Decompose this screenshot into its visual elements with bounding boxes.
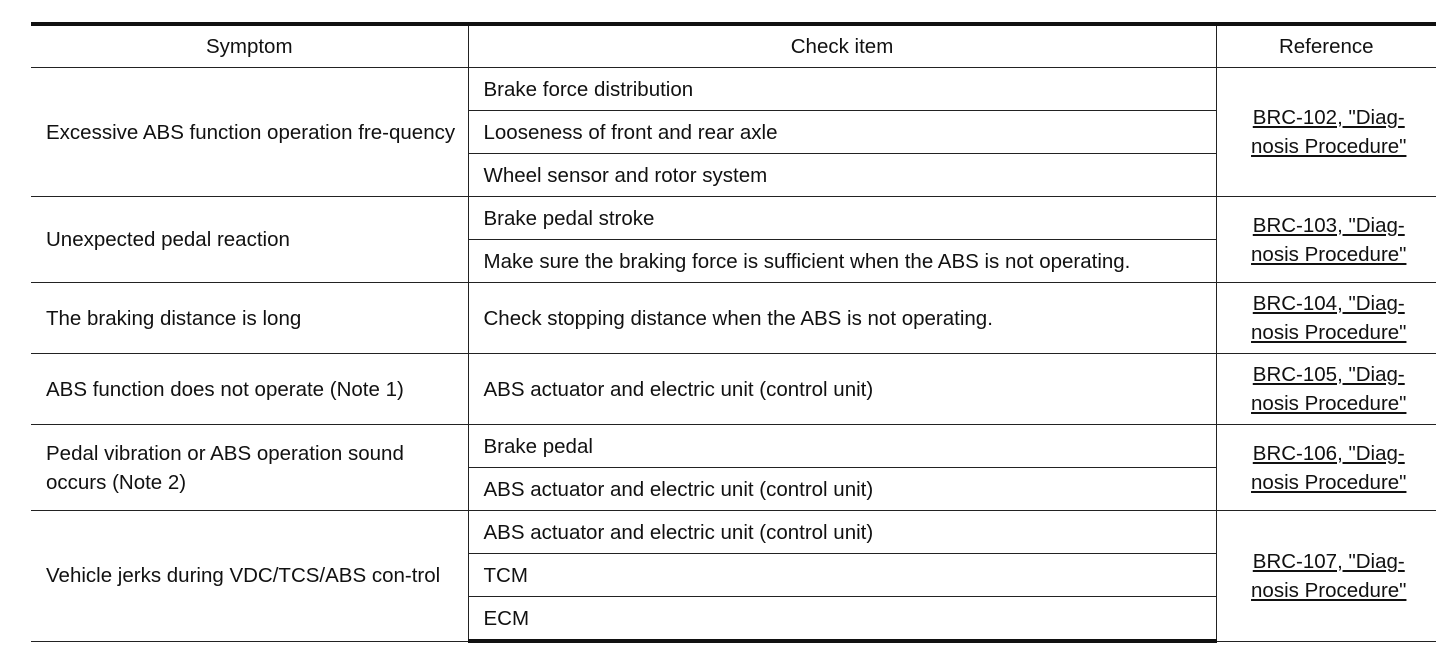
- symptom-table: [31, 22, 1436, 643]
- reference-cell: [1216, 283, 1436, 354]
- header-row: [31, 24, 1436, 68]
- reference-cell: [1216, 354, 1436, 425]
- reference-link[interactable]: BRC-105, "Diag- nosis Procedure": [1251, 363, 1407, 415]
- check-item-cell: Make sure the braking force is sufficient when the ABS is not operating.: [468, 240, 1216, 283]
- reference-link[interactable]: BRC-103, "Diag- nosis Procedure": [1251, 213, 1407, 266]
- reference-link[interactable]: BRC-104, "Diag- nosis Procedure": [1251, 292, 1407, 344]
- check-item-cell: Brake force distribution: [468, 68, 1216, 111]
- check-item-cell: Wheel sensor and rotor system: [468, 154, 1216, 197]
- document-page: [31, 22, 1436, 643]
- check-item-cell: Looseness of front and rear axle: [468, 111, 1216, 154]
- table-row: [31, 283, 1436, 354]
- symptom-cell: Unexpected pedal reaction: [31, 197, 468, 283]
- reference-cell: [1216, 68, 1436, 197]
- reference-link[interactable]: BRC-106, "Diag- nosis Procedure": [1251, 441, 1407, 494]
- reference-link[interactable]: BRC-107, "Diag- nosis Procedure": [1251, 549, 1407, 602]
- reference-cell: [1216, 197, 1436, 283]
- header-reference: Reference: [1216, 24, 1436, 68]
- check-item-cell: Brake pedal stroke: [468, 197, 1216, 240]
- symptom-cell: The braking distance is long: [31, 283, 468, 354]
- check-item-cell: Brake pedal: [468, 425, 1216, 468]
- table-row: [31, 354, 1436, 425]
- symptom-cell: ABS function does not operate (Note 1): [31, 354, 468, 425]
- check-item-cell: ABS actuator and electric unit (control unit): [468, 468, 1216, 511]
- reference-cell: [1216, 511, 1436, 642]
- check-item-cell: Check stopping distance when the ABS is not operating.: [468, 283, 1216, 354]
- table-row: [31, 68, 1436, 111]
- symptom-cell: Pedal vibration or ABS operation sound occurs (Note 2): [31, 425, 468, 511]
- check-item-cell: ECM: [468, 597, 1216, 642]
- table-row: [31, 197, 1436, 240]
- check-item-cell: TCM: [468, 554, 1216, 597]
- table-row: [31, 425, 1436, 468]
- symptom-cell: Excessive ABS function operation fre-quency: [31, 68, 468, 197]
- check-item-cell: ABS actuator and electric unit (control unit): [468, 354, 1216, 425]
- table-row: [31, 511, 1436, 554]
- reference-link[interactable]: BRC-102, "Diag- nosis Procedure": [1251, 106, 1407, 158]
- header-check-item: Check item: [468, 24, 1216, 68]
- check-item-cell: ABS actuator and electric unit (control unit): [468, 511, 1216, 554]
- symptom-cell: Vehicle jerks during VDC/TCS/ABS con-trol: [31, 511, 468, 642]
- header-symptom: Symptom: [31, 24, 468, 68]
- reference-cell: [1216, 425, 1436, 511]
